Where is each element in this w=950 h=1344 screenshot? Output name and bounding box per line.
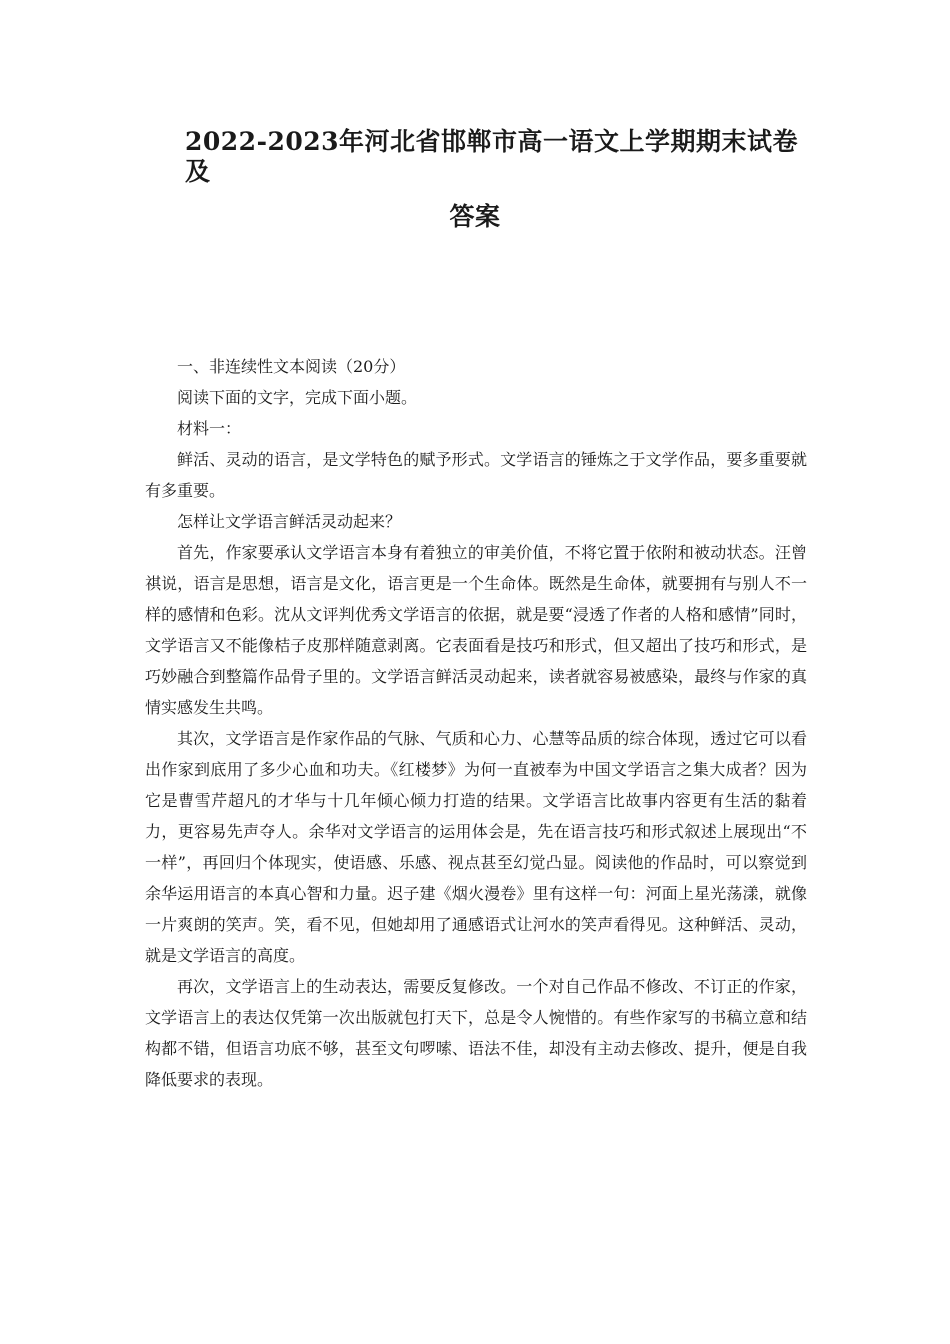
body-paragraph: 怎样让文学语言鲜活灵动起来？: [177, 512, 402, 531]
document-title-line-2: 答案: [449, 202, 501, 231]
body-paragraph: 其次，文学语言是作家作品的气脉、气质和心力、心慧等品质的综合体现，透过它可以看出作家到底用了多少心血和功夫。《红楼梦》为何一直被奉为中国文学语言之集大成者？因为它是曹雪芹超凡的才华与十几年倾心倾力打造的结果。文学语言比故事内容更有生活的黏着力，更容易先声夺人。余华对文学语言的运用体会是，先在语言技巧和形式叙述上展现出“不一样”，再回归个体现实，使语感、乐感、视点甚至幻觉凸显。阅读他的作品时，可以察觉到余华运用语言的本真心智和力量。迟子建《烟火漫卷》里有这样一句：河面上星光荡漾，就像一片爽朗的笑声。笑，看不见，但她却用了通感语式让河水的笑声看得见。这种鲜活、灵动，就是文学语言的高度。: [145, 729, 807, 965]
document-body: [145, 351, 807, 1095]
body-paragraph: 鲜活、灵动的语言，是文学特色的赋予形式。文学语言的锤炼之于文学作品，要多重要就有多重要。: [145, 450, 807, 500]
body-paragraph: 首先，作家要承认文学语言本身有着独立的审美价值，不将它置于依附和被动状态。汪曾祺说，语言是思想，语言是文化，语言更是一个生命体。既然是生命体，就要拥有与别人不一样的感情和色彩。沈从文评判优秀文学语言的依据，就是要“浸透了作者的人格和感情”同时，文学语言又不能像桔子皮那样随意剥离。它表面看是技巧和形式，但又超出了技巧和形式，是巧妙融合到整篇作品骨子里的。文学语言鲜活灵动起来，读者就容易被感染，最终与作家的真情实感发生共鸣。: [145, 543, 807, 717]
section-heading: 一、非连续性文本阅读（20分）: [177, 357, 406, 376]
document-title-line-1: 2022-2023年河北省邯郸市高一语文上学期期末试卷及: [185, 127, 799, 186]
instruction-text: 阅读下面的文字，完成下面小题。: [177, 388, 418, 407]
body-paragraph: 再次，文学语言上的生动表达，需要反复修改。一个对自己作品不修改、不订正的作家，文学语言上的表达仅凭第一次出版就包打天下，总是令人惋惜的。有些作家写的书稿立意和结构都不错，但语言功底不够，甚至文句啰嗦、语法不佳，却没有主动去修改、提升，便是自我降低要求的表现。: [145, 977, 807, 1089]
material-label: 材料一：: [177, 419, 242, 438]
